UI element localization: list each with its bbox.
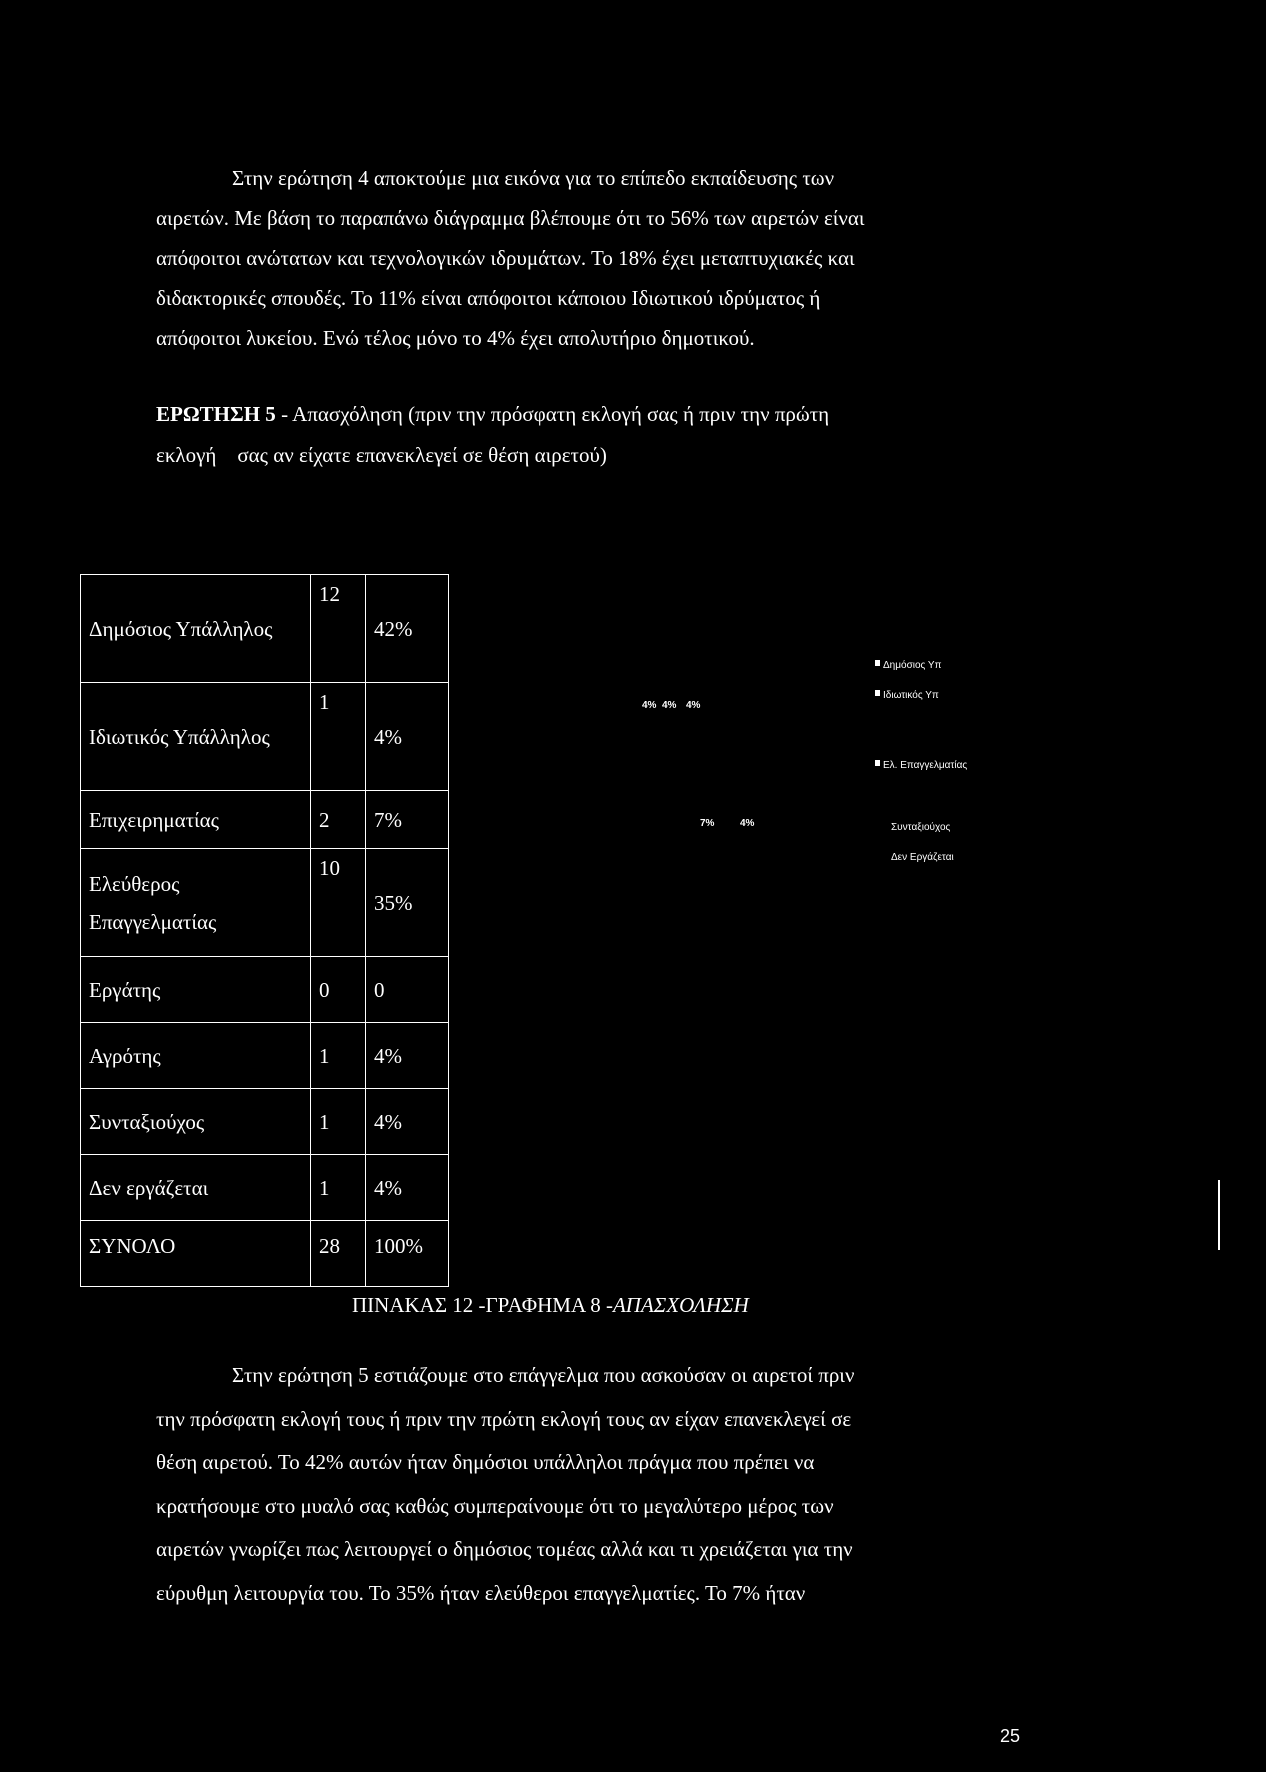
question-text-cont: εκλογή σας αν είχατε επανεκλεγεί σε θέση αιρετού): [156, 443, 607, 467]
employment-pie-chart: [600, 650, 1020, 880]
table-cell-percent: 7%: [366, 791, 449, 849]
table-cell-label: Ιδιωτικός Υπάλληλος: [81, 683, 311, 791]
table-cell-count: 12: [311, 575, 366, 683]
table-cell-percent: 35%: [366, 849, 449, 957]
legend-swatch: [875, 760, 880, 766]
table-row: [81, 1221, 449, 1287]
scan-artifact-line: [1218, 1180, 1220, 1250]
table-cell-label: Εργάτης: [81, 957, 311, 1023]
table-row: [81, 683, 449, 791]
legend-entry: Δεν Εργάζεται: [891, 852, 954, 863]
legend-entry: Δημόσιος Υπ: [883, 660, 942, 671]
question-label: ΕΡΩΤΗΣΗ 5: [156, 402, 276, 426]
intro-line: απόφοιτοι λυκείου. Ενώ τέλος μόνο το 4% έχει απολυτήριο δημοτικού.: [156, 326, 755, 350]
table-cell-percent: 4%: [366, 683, 449, 791]
legend-entry: Ελ. Επαγγελματίας: [883, 760, 968, 771]
outro-paragraph: [156, 1354, 1024, 1615]
table-cell-percent: 4%: [366, 1089, 449, 1155]
table-row: [81, 1155, 449, 1221]
table-row: [81, 791, 449, 849]
table-cell-label: Συνταξιούχος: [81, 1089, 311, 1155]
outro-line: εύρυθμη λειτουργία του. Το 35% ήταν ελεύθεροι επαγγελματίες. Το 7% ήταν: [156, 1580, 806, 1605]
table-cell-count: 10: [311, 849, 366, 957]
table-row: [81, 957, 449, 1023]
caption-italic: ΑΠΑΣΧΟΛΗΣΗ: [612, 1293, 749, 1317]
table-cell-count: 0: [311, 957, 366, 1023]
intro-line: Στην ερώτηση 4 αποκτούμε μια εικόνα για το επίπεδο εκπαίδευσης των: [232, 166, 835, 190]
table-cell-percent: 4%: [366, 1155, 449, 1221]
table-cell-percent: 42%: [366, 575, 449, 683]
intro-line: διδακτορικές σπουδές. Το 11% είναι απόφοιτοι κάποιου Ιδιωτικού ιδρύματος ή: [156, 286, 821, 310]
pie-data-label: 4%: [642, 700, 657, 711]
intro-paragraph: [156, 158, 1024, 358]
page-number: 25: [1000, 1726, 1021, 1746]
employment-table: [80, 574, 449, 1287]
table-cell-label: Δημόσιος Υπάλληλος: [81, 575, 311, 683]
table-cell-count: 1: [311, 683, 366, 791]
table-cell-label: Δεν εργάζεται: [81, 1155, 311, 1221]
outro-line: την πρόσφατη εκλογή τους ή πριν την πρώτη εκλογή τους αν είχαν επανεκλεγεί σε: [156, 1406, 852, 1431]
outro-line: κρατήσουμε στο μυαλό σας καθώς συμπεραίνουμε ότι το μεγαλύτερο μέρος των: [156, 1493, 834, 1518]
table-cell-label: Ελεύθερος Επαγγελματίας: [81, 849, 311, 957]
pie-data-label: 4%: [662, 700, 677, 711]
table-cell-percent: 4%: [366, 1023, 449, 1089]
table-cell-count: 2: [311, 791, 366, 849]
table-row: [81, 575, 449, 683]
outro-line: θέση αιρετού. Το 42% αυτών ήταν δημόσιοι υπάλληλοι πράγμα που πρέπει να: [156, 1450, 815, 1474]
intro-line: απόφοιτοι ανώτατων και τεχνολογικών ιδρυμάτων. Το 18% έχει μεταπτυχιακές και: [156, 246, 855, 270]
table-cell-percent: 100%: [366, 1221, 449, 1287]
table-cell-label: Αγρότης: [81, 1023, 311, 1089]
table-cell-label: Επιχειρηματίας: [81, 791, 311, 849]
legend-entry: Ιδιωτικός Υπ: [883, 690, 939, 701]
table-cell-label: ΣΥΝΟΛΟ: [81, 1221, 311, 1287]
outro-line: αιρετών γνωρίζει πως λειτουργεί ο δημόσιος τομέας αλλά και τι χρειάζεται για την: [156, 1537, 853, 1561]
pie-data-label: 4%: [686, 700, 701, 711]
pie-data-label: 7%: [700, 818, 715, 829]
legend-entry: Συνταξιούχος: [891, 822, 951, 833]
table-row: [81, 1089, 449, 1155]
table-row: [81, 1023, 449, 1089]
table-cell-count: 1: [311, 1023, 366, 1089]
question-text: - Απασχόληση (πριν την πρόσφατη εκλογή σας ή πριν την πρώτη: [275, 402, 830, 426]
table-cell-percent: 0: [366, 957, 449, 1023]
pie-data-label: 4%: [740, 818, 755, 829]
outro-line: Στην ερώτηση 5 εστιάζουμε στο επάγγελμα που ασκούσαν οι αιρετοί πριν: [232, 1363, 855, 1387]
table-cell-count: 1: [311, 1155, 366, 1221]
table-row: [81, 849, 449, 957]
legend-swatch: [875, 690, 880, 696]
table-cell-count: 1: [311, 1089, 366, 1155]
table-cell-count: 28: [311, 1221, 366, 1287]
figure-caption: [352, 1293, 749, 1318]
question-heading: [156, 394, 1024, 476]
caption-main: ΠΙΝΑΚΑΣ 12 -ΓΡΑΦΗΜΑ 8 -: [352, 1293, 613, 1317]
legend-swatch: [875, 660, 880, 666]
intro-line: αιρετών. Με βάση το παραπάνω διάγραμμα βλέπουμε ότι το 56% των αιρετών είναι: [156, 206, 865, 230]
